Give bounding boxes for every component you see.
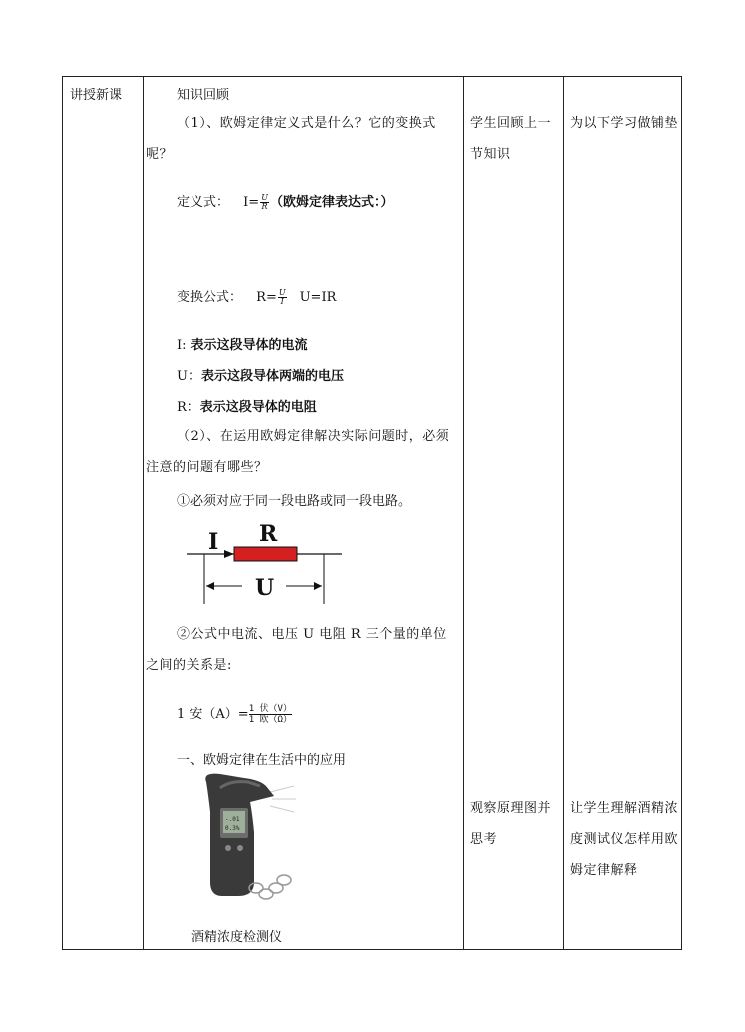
purpose-1: 为以下学习做铺垫 <box>570 116 679 131</box>
device-display-line1: -.01 <box>225 816 240 823</box>
column-divider <box>463 77 464 949</box>
current-label: I <box>208 529 219 555</box>
symbol-r: R： <box>177 400 200 415</box>
symbol-u: U： <box>177 369 201 384</box>
voltage-label: U <box>255 575 275 601</box>
resistor-diagram <box>182 518 347 608</box>
purpose-2: 让学生理解酒精浓度测试仪怎样用欧姆定律解释 <box>570 801 679 878</box>
definition-fraction <box>260 194 269 211</box>
transform-formula <box>177 286 336 306</box>
resistor-label: R <box>259 521 278 547</box>
definition-i-text: 表示这段导体的电流 <box>190 338 308 353</box>
transform-lhs: R= <box>256 290 277 305</box>
question-1: （1）、欧姆定律定义式是什么？它的变换式呢？ <box>146 116 436 162</box>
student-activity-2: 观察原理图并思考 <box>470 801 552 847</box>
voltage-arrowhead-right <box>314 582 322 590</box>
unit-lhs: 1 安（A）= <box>177 707 249 722</box>
unit-fraction <box>249 704 292 725</box>
unit-numerator: 1 伏（V） <box>248 704 292 714</box>
unit-relation <box>177 703 292 725</box>
student-activity-1: 学生回顾上一节知识 <box>470 116 552 162</box>
unit-denominator: 1 欧（Ω） <box>248 715 292 725</box>
definition-r <box>177 396 317 415</box>
device-caption: 酒精浓度检测仪 <box>191 930 283 945</box>
voltage-arrowhead-left <box>206 582 214 590</box>
definition-label: 定义式： <box>177 195 230 210</box>
breath-line-icon <box>270 806 294 812</box>
definition-u-text: 表示这段导体两端的电压 <box>200 369 344 384</box>
fraction-denominator: I <box>280 297 284 306</box>
column-divider <box>563 77 564 949</box>
breathalyzer-image <box>190 772 300 912</box>
transform-label: 变换公式： <box>177 290 243 305</box>
breath-line-icon <box>270 786 294 792</box>
review-title: 知识回顾 <box>177 88 230 103</box>
definition-i <box>177 334 308 353</box>
resistor-body <box>234 547 297 561</box>
definition-lhs: I= <box>243 195 260 210</box>
fraction-numerator: U <box>278 288 286 297</box>
point-1: ①必须对应于同一段电路或同一段电路。 <box>177 494 412 509</box>
symbol-i: I: <box>177 338 187 353</box>
column-divider <box>143 77 144 949</box>
device-button <box>237 845 243 851</box>
row-label: 讲授新课 <box>70 88 123 103</box>
device-button <box>225 845 231 851</box>
question-2: （2）、在运用欧姆定律解决实际问题时，必须注意的问题有哪些？ <box>146 429 450 475</box>
transform-fraction <box>278 289 287 306</box>
definition-formula <box>177 191 393 211</box>
current-arrow <box>224 550 234 558</box>
device-display-line2: 0.3% <box>225 825 240 832</box>
definition-r-text: 表示这段导体的电阻 <box>199 400 317 415</box>
definition-u <box>177 365 344 384</box>
transform-rhs: U=IR <box>299 290 337 305</box>
fraction-numerator: U <box>261 193 268 202</box>
definition-note: （欧姆定律表达式：） <box>269 195 394 210</box>
fraction-denominator: R <box>261 202 268 211</box>
keychain-ring-icon <box>277 875 291 885</box>
application-heading: 一、欧姆定律在生活中的应用 <box>177 753 347 768</box>
point-2: ②公式中电流、电压 U 电阻 R 三个量的单位之间的关系是: <box>146 627 447 673</box>
